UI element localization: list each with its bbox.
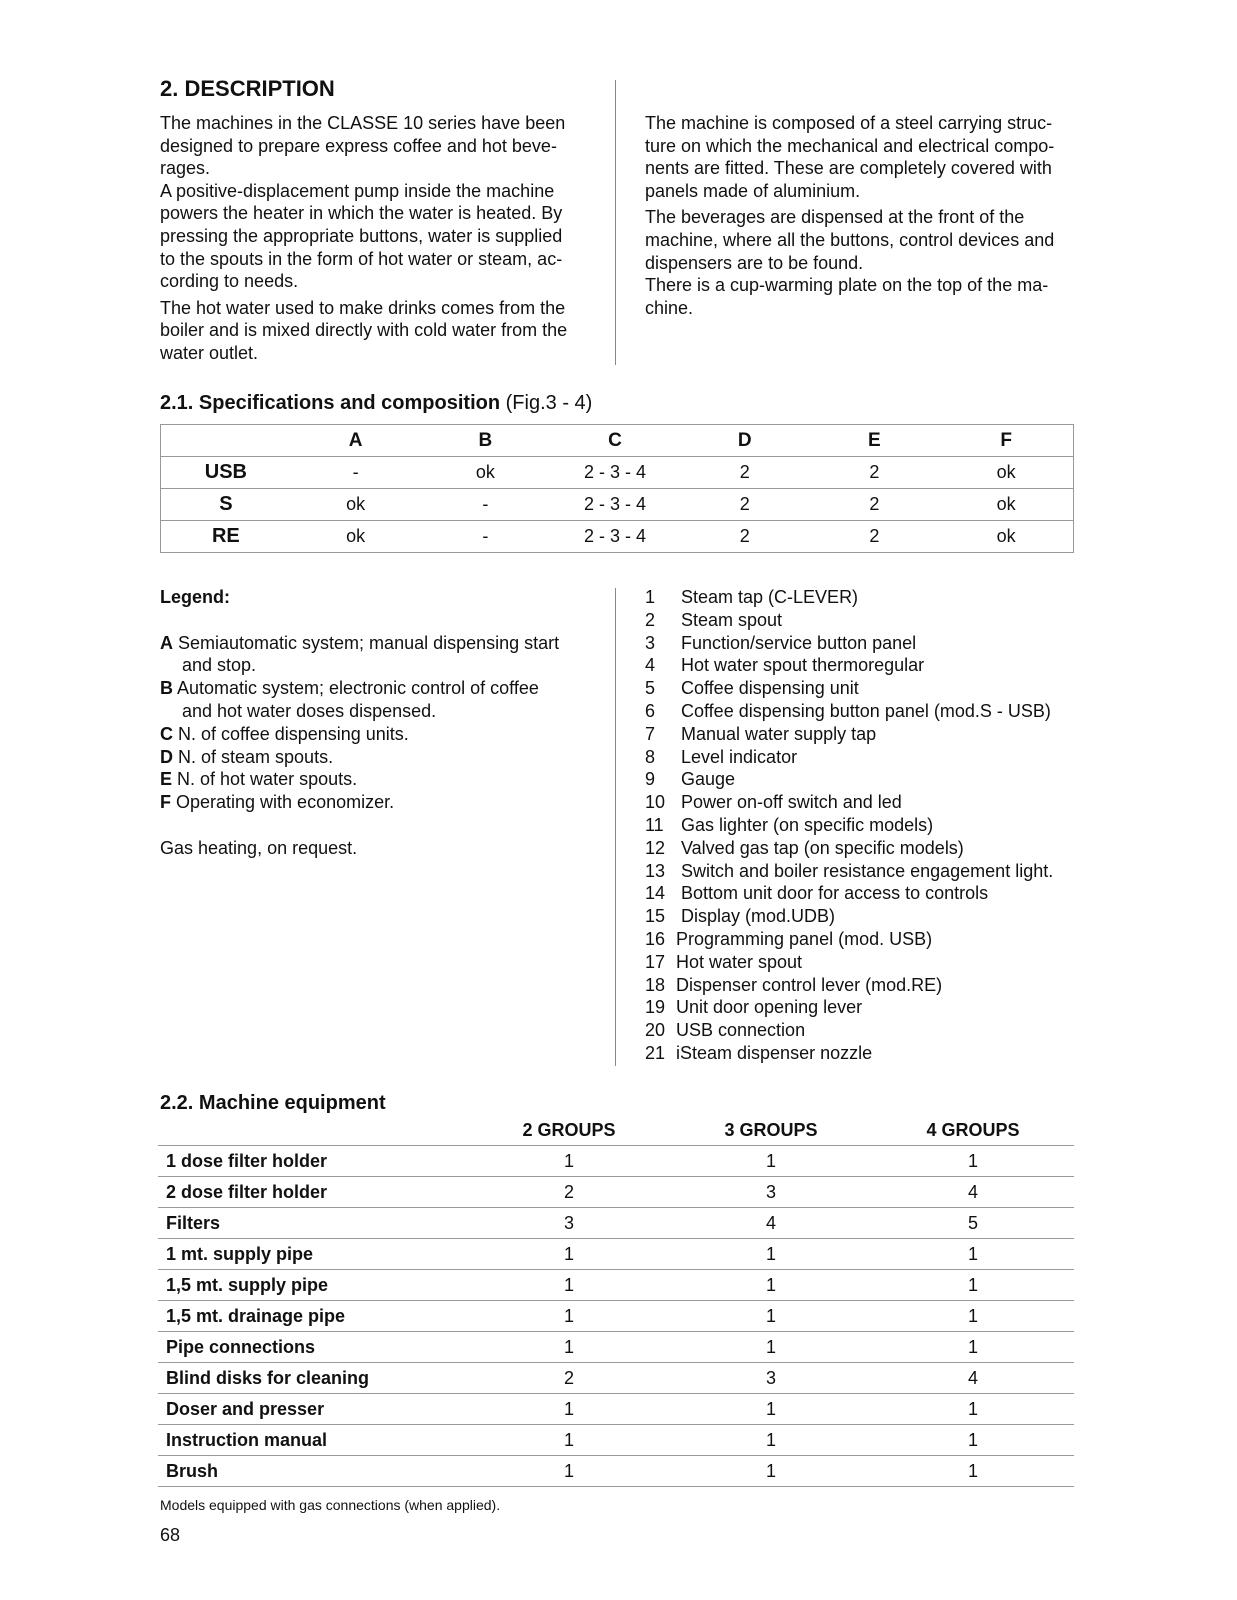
list-item: 19 Unit door opening lever (645, 997, 863, 1018)
list-item: 9 Gauge (645, 769, 736, 790)
table-row: 2 dose filter holder 2 3 4 (158, 1177, 1074, 1208)
specs-title: 2.1. Specifications and composition (160, 392, 501, 414)
legend-item: C N. of coffee dispensing units. (160, 723, 409, 744)
legend (160, 586, 592, 860)
table-row: 1 dose filter holder 1 1 1 (158, 1146, 1074, 1177)
description-left (160, 112, 592, 365)
column-header: F (939, 425, 1073, 457)
column-header: 4 GROUPS (926, 1119, 1020, 1140)
list-item: 20 USB connection (645, 1020, 806, 1041)
table-row: Brush 1 1 1 (158, 1456, 1074, 1487)
column-divider (615, 588, 616, 1066)
paragraph: The hot water used to make drinks comes from the boiler and is mixed directly with cold water from the water outlet. (160, 297, 568, 363)
table-row: Doser and presser 1 1 1 (158, 1394, 1074, 1425)
column-header: A (291, 425, 421, 457)
column-header: B (420, 425, 550, 457)
list-item: 5 Coffee dispensing unit (645, 678, 859, 699)
table-row: 1,5 mt. drainage pipe 1 1 1 (158, 1301, 1074, 1332)
paragraph: The machine is composed of a steel carrying struc- ture on which the mechanical and electrical compo- nents are fitted. These are completely covered with panels made of aluminium. (645, 113, 1055, 201)
list-item: 11 Gas lighter (on specific models) (645, 814, 934, 835)
column-header: 3 GROUPS (724, 1119, 818, 1140)
legend-item: A Semiautomatic system; manual dispensing start and stop. (160, 632, 560, 676)
list-item: 3 Function/service button panel (645, 632, 917, 653)
paragraph: The machines in the CLASSE 10 series have been designed to prepare express coffee and hot beve- rages. A positive-displacement pump inside the machine powers the heater in which the water is heated. By pressing the appropriate buttons, water is supplied to the spouts in the form of hot water or steam, ac- cording to needs. (160, 113, 566, 292)
list-item: 4 Hot water spout thermoregular (645, 655, 925, 676)
column-header (161, 425, 291, 457)
list-item: 8 Level indicator (645, 746, 798, 767)
table-row: 1,5 mt. supply pipe 1 1 1 (158, 1270, 1074, 1301)
table-row: Pipe connections 1 1 1 (158, 1332, 1074, 1363)
parts-list (645, 586, 1085, 1065)
table-row: S ok - 2 - 3 - 4 2 2 ok (161, 489, 1074, 521)
legend-title: Legend: (160, 587, 230, 607)
legend-item: D N. of steam spouts. (160, 746, 334, 767)
list-item: 15 Display (mod.UDB) (645, 906, 836, 927)
list-item: 18 Dispenser control lever (mod.RE) (645, 974, 943, 995)
equipment-table (158, 1115, 1074, 1487)
specs-fig-ref: (Fig.3 - 4) (505, 392, 593, 414)
column-header: E (810, 425, 940, 457)
legend-item: E N. of hot water spouts. (160, 769, 358, 790)
equipment-title: 2.2. Machine equipment (160, 1092, 386, 1114)
column-header: 2 GROUPS (522, 1119, 616, 1140)
specs-table (160, 424, 1074, 553)
section-title: 2. DESCRIPTION (160, 76, 335, 101)
table-row: Instruction manual 1 1 1 (158, 1425, 1074, 1456)
table-row: 1 mt. supply pipe 1 1 1 (158, 1239, 1074, 1270)
column-divider (615, 80, 616, 365)
table-row: USB - ok 2 - 3 - 4 2 2 ok (161, 457, 1074, 489)
list-item: 1 Steam tap (C-LEVER) (645, 587, 859, 607)
column-header: C (550, 425, 680, 457)
list-item: 2 Steam spout (645, 609, 783, 630)
table-header-row (158, 1115, 1074, 1146)
page-number: 68 (160, 1525, 181, 1545)
legend-item: B Automatic system; electronic control of coffee and hot water doses dispensed. (160, 678, 539, 721)
list-item: 6 Coffee dispensing button panel (mod.S - USB) (645, 700, 1051, 721)
table-header-row (161, 425, 1074, 457)
column-header: D (680, 425, 810, 457)
paragraph: The beverages are dispensed at the front of the machine, where all the buttons, control devices and dispensers are to be found. There is a cup-warming plate on the top of the ma- chine. (645, 207, 1055, 318)
table-row: RE ok - 2 - 3 - 4 2 2 ok (161, 521, 1074, 553)
list-item: 16 Programming panel (mod. USB) (645, 928, 933, 949)
list-item: 14 Bottom unit door for access to controls (645, 883, 989, 904)
table-row: Filters 3 4 5 (158, 1208, 1074, 1239)
legend-note: Gas heating, on request. (160, 837, 358, 858)
list-item: 10 Power on-off switch and led (645, 792, 902, 813)
list-item: 21 iSteam dispenser nozzle (645, 1042, 873, 1063)
description-right (645, 112, 1077, 319)
list-item: 12 Valved gas tap (on specific models) (645, 837, 964, 858)
list-item: 7 Manual water supply tap (645, 723, 877, 744)
list-item: 13 Switch and boiler resistance engagement light. (645, 860, 1054, 881)
legend-item: F Operating with economizer. (160, 792, 395, 813)
table-row: Blind disks for cleaning 2 3 4 (158, 1363, 1074, 1394)
footnote: Models equipped with gas connections (when applied). (160, 1497, 501, 1513)
specs-heading (160, 392, 592, 415)
list-item: 17 Hot water spout (645, 951, 803, 972)
